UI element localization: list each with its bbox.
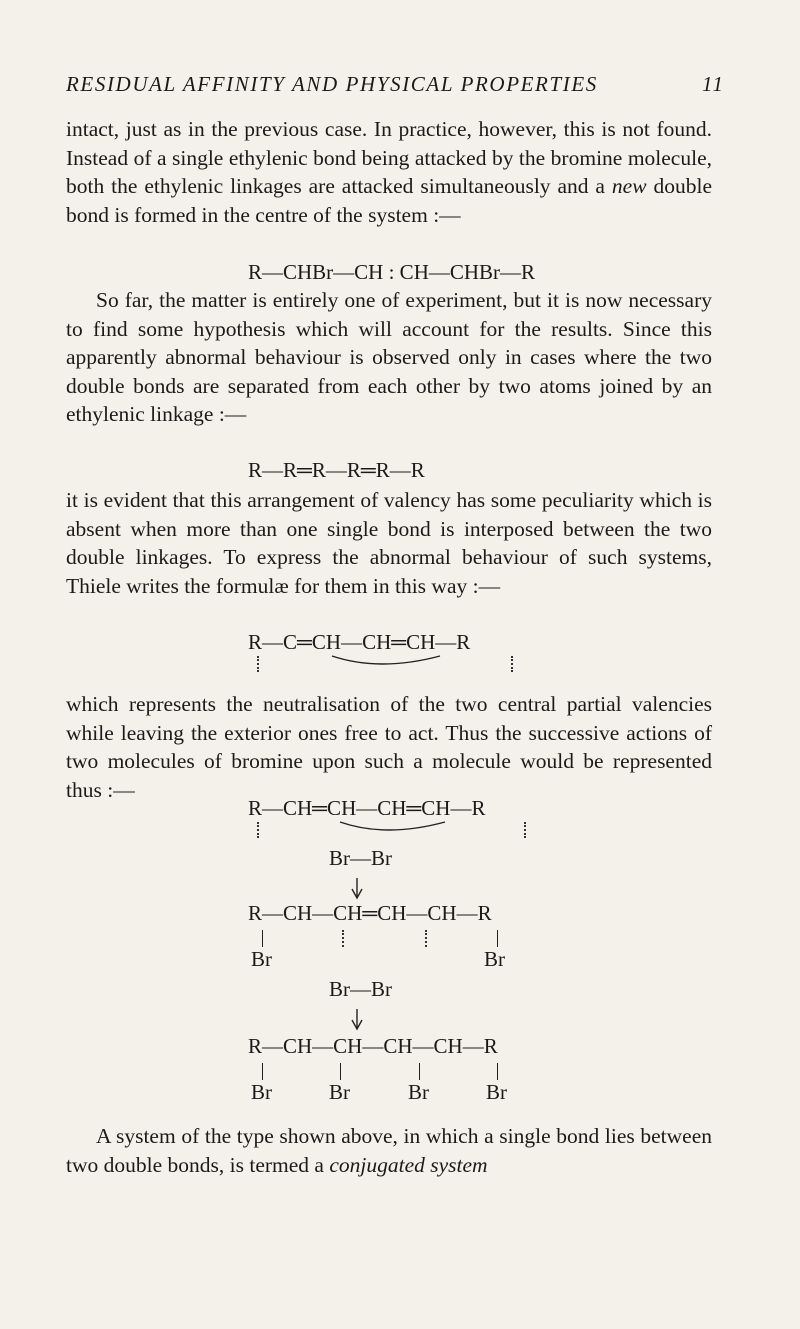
header-title: RESIDUAL AFFINITY AND PHYSICAL PROPERTIES <box>66 72 598 96</box>
formula-conjugated-skeleton: R—R═R—R═R—R <box>248 458 425 482</box>
formula-thiele: R—C═CH—CH═CH—R <box>248 630 471 654</box>
bond-br-2 <box>340 1063 341 1080</box>
emphasis-new: new <box>611 174 647 198</box>
br-right: Br <box>484 947 505 971</box>
bond-br-3 <box>419 1063 420 1080</box>
bromine-molecule-2: Br—Br <box>329 977 392 1001</box>
paragraph-1: intact, just as in the previous case. In practice, however, this is not found. Instead of a single ethylenic bond being attacked by the bromine molecule, both the ethylenic linkages are attacked simultaneously and a new double bond is formed in the centre of the system :— <box>66 117 712 227</box>
br-1: Br <box>251 1080 272 1104</box>
paragraph-3: it is evident that this arrangement of valency has some peculiarity which is absent when more than one single bond is interposed between the two double linkages. To express the abnormal behaviour of such systems, Thiele writes the formulæ for them in this way :— <box>66 488 712 598</box>
paragraph-4: which represents the neutralisation of the two central partial valencies while leaving the exterior ones free to act. Thus the successive actions of two molecules of bromine upon such a molecule would be represented thus :— <box>66 692 712 802</box>
formula-tetrabromide: R—CH—CH—CH—CH—R <box>248 1034 498 1058</box>
paragraph-2: So far, the matter is entirely one of experiment, but it is now necessary to find some hypothesis which will account for the results. Since this apparently abnormal behaviour is observed only in cases where the two double bonds are separated from each other by two atoms joined by an ethylenic linkage :— <box>66 288 712 426</box>
br-4: Br <box>486 1080 507 1104</box>
br-3: Br <box>408 1080 429 1104</box>
br-left: Br <box>251 947 272 971</box>
emphasis-conjugated-system: conjugated system <box>329 1152 488 1177</box>
formula-diene: R—CH═CH—CH═CH—R <box>248 796 486 820</box>
bond-br-4 <box>497 1063 498 1080</box>
br-2: Br <box>329 1080 350 1104</box>
bond-br-1 <box>262 1063 263 1080</box>
bromine-molecule-1: Br—Br <box>329 846 392 870</box>
paragraph-5: A system of the type shown above, in which a single bond lies between two double bonds, is termed a conjugated system <box>66 1124 712 1177</box>
formula-dibromide: R—CHBr—CH : CH—CHBr—R <box>248 260 536 284</box>
page-number: 11 <box>702 72 725 96</box>
formula-dibromo-addition: R—CH—CH═CH—CH—R <box>248 901 492 925</box>
